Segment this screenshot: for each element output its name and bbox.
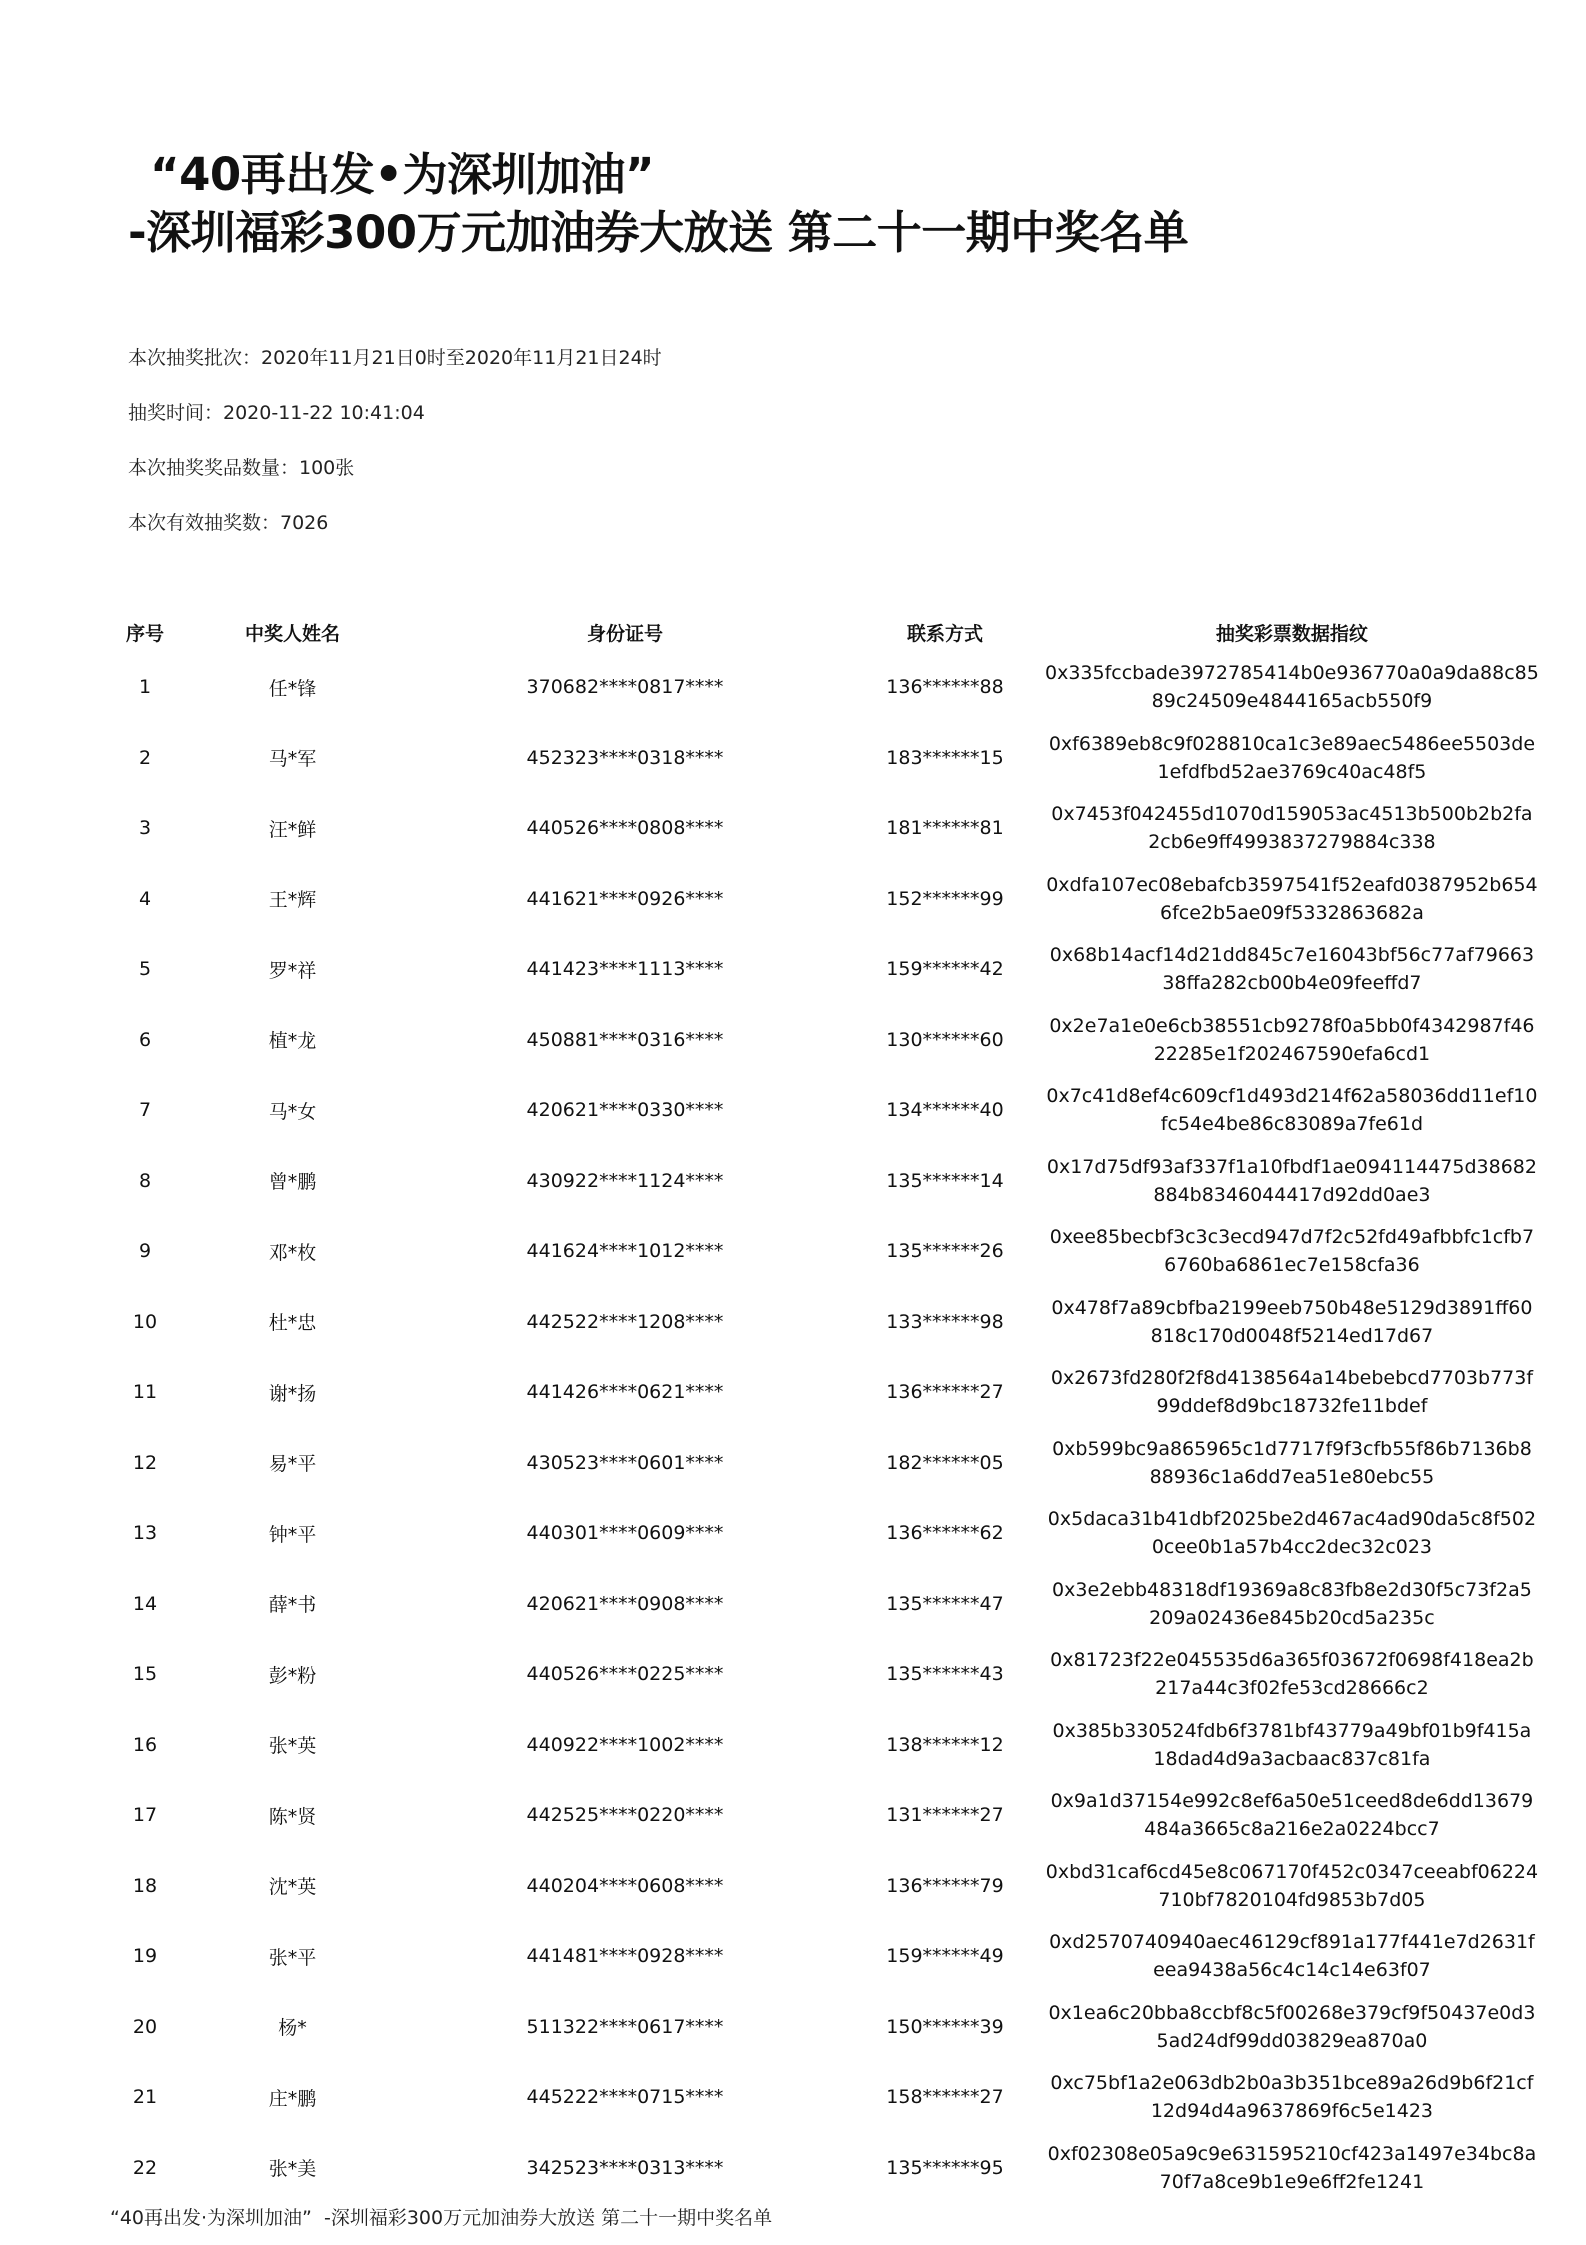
fingerprint-line-2: 710bf7820104fd9853b7d05 bbox=[1158, 1888, 1426, 1911]
id-number-cell: 441624****1012**** bbox=[526, 1240, 724, 1263]
valid-entries: 本次有效抽奖数：7026 bbox=[128, 512, 329, 534]
fingerprint-cell bbox=[1045, 1075, 1539, 1146]
serial-cell: 15 bbox=[132, 1663, 158, 1686]
winner-name-cell: 汪*鲜 bbox=[268, 818, 317, 841]
header-id-number: 身份证号 bbox=[586, 622, 663, 645]
winner-name-cell: 沈*英 bbox=[268, 1876, 317, 1899]
title-line-1: “40再出发•为深圳加油” bbox=[150, 148, 655, 201]
fingerprint-line-1: 0xf6389eb8c9f028810ca1c3e89aec5486ee5503de bbox=[1048, 732, 1536, 755]
winner-name-cell: 王*辉 bbox=[268, 889, 317, 912]
winner-name-cell: 植*龙 bbox=[268, 1030, 317, 1053]
contact-cell: 159******42 bbox=[886, 958, 1004, 981]
contact-cell: 130******60 bbox=[886, 1028, 1004, 1051]
header-fingerprint: 抽奖彩票数据指纹 bbox=[1215, 622, 1368, 645]
fingerprint-line-2: 89c24509e4844165acb550f9 bbox=[1151, 690, 1433, 713]
table-row bbox=[110, 1569, 1539, 1640]
fingerprint-cell bbox=[1045, 1780, 1539, 1851]
fingerprint-line-2: 18dad4d9a3acbaac837c81fa bbox=[1153, 1747, 1431, 1770]
contact-cell: 182******05 bbox=[886, 1451, 1004, 1474]
id-number-cell: 440204****0608**** bbox=[526, 1874, 724, 1897]
winner-name-cell: 邓*枚 bbox=[268, 1241, 317, 1264]
fingerprint-line-2: 5ad24df99dd03829ea870a0 bbox=[1156, 2029, 1428, 2052]
winner-name-cell: 钟*平 bbox=[268, 1523, 317, 1546]
prize-count: 本次抽奖奖品数量：100张 bbox=[128, 457, 355, 479]
id-number-cell: 342523****0313**** bbox=[526, 2156, 724, 2179]
winner-name-cell: 张*英 bbox=[268, 1735, 317, 1758]
id-number-cell: 430922****1124**** bbox=[526, 1169, 724, 1192]
fingerprint-line-1: 0xc75bf1a2e063db2b0a3b351bce89a26d9b6f21cf bbox=[1050, 2072, 1534, 2095]
serial-cell: 12 bbox=[132, 1451, 158, 1474]
serial-cell: 18 bbox=[132, 1874, 158, 1897]
id-number-cell: 420621****0330**** bbox=[526, 1099, 724, 1122]
winner-name-cell: 彭*粉 bbox=[268, 1664, 317, 1687]
id-number-cell: 441423****1113**** bbox=[526, 958, 724, 981]
contact-cell: 135******95 bbox=[886, 2156, 1004, 2179]
table-row bbox=[110, 1216, 1539, 1287]
table-row bbox=[110, 1287, 1539, 1358]
table-row bbox=[110, 1005, 1539, 1076]
page-footer: “40再出发·为深圳加油” -深圳福彩300万元加油券大放送 第二十一期中奖名单 bbox=[110, 2207, 773, 2229]
fingerprint-line-1: 0x335fccbade3972785414b0e936770a0a9da88c85 bbox=[1045, 662, 1539, 685]
fingerprint-line-2: 1efdfbd52ae3769c40ac48f5 bbox=[1157, 760, 1427, 783]
fingerprint-line-1: 0xf02308e05a9c9e631595210cf423a1497e34bc8a bbox=[1047, 2142, 1537, 2165]
fingerprint-line-2: 209a02436e845b20cd5a235c bbox=[1149, 1606, 1435, 1629]
winner-name-cell: 杜*忠 bbox=[268, 1312, 317, 1335]
id-number-cell: 420621****0908**** bbox=[526, 1592, 724, 1615]
serial-cell: 11 bbox=[132, 1381, 158, 1404]
serial-cell: 3 bbox=[138, 817, 152, 840]
winner-name-cell: 任*锋 bbox=[268, 677, 317, 700]
fingerprint-line-1: 0x17d75df93af337f1a10fbdf1ae094114475d38682 bbox=[1046, 1155, 1537, 1178]
page-title bbox=[128, 146, 1188, 262]
id-number-cell: 511322****0617**** bbox=[526, 2015, 724, 2038]
serial-cell: 17 bbox=[132, 1804, 158, 1827]
serial-cell: 22 bbox=[132, 2156, 158, 2179]
header-name: 中奖人姓名 bbox=[244, 622, 340, 645]
fingerprint-cell bbox=[1045, 1146, 1539, 1217]
table-row bbox=[110, 2062, 1539, 2133]
serial-cell: 10 bbox=[132, 1310, 158, 1333]
fingerprint-line-2: 818c170d0048f5214ed17d67 bbox=[1150, 1324, 1434, 1347]
winner-name-cell: 庄*鹏 bbox=[268, 2087, 317, 2110]
fingerprint-line-1: 0xd2570740940aec46129cf891a177f441e7d2631f bbox=[1049, 1931, 1535, 1954]
fingerprint-cell bbox=[1045, 2133, 1539, 2204]
fingerprint-cell bbox=[1045, 1921, 1539, 1992]
fingerprint-line-1: 0xb599bc9a865965c1d7717f9f3cfb55f86b7136b8 bbox=[1052, 1437, 1532, 1460]
id-number-cell: 445222****0715**** bbox=[526, 2086, 724, 2109]
fingerprint-line-1: 0x478f7a89cbfba2199eeb750b48e5129d3891ff60 bbox=[1051, 1296, 1533, 1319]
winner-name-cell: 曾*鹏 bbox=[268, 1171, 317, 1194]
fingerprint-cell bbox=[1045, 864, 1539, 935]
table-row bbox=[110, 1780, 1539, 1851]
table-row bbox=[110, 1992, 1539, 2063]
fingerprint-cell bbox=[1045, 1498, 1539, 1569]
serial-cell: 7 bbox=[138, 1099, 152, 1122]
table-row bbox=[110, 1498, 1539, 1569]
fingerprint-cell bbox=[1045, 934, 1539, 1005]
fingerprint-line-1: 0x7c41d8ef4c609cf1d493d214f62a58036dd11ef10 bbox=[1046, 1085, 1538, 1108]
serial-cell: 9 bbox=[138, 1240, 152, 1263]
id-number-cell: 430523****0601**** bbox=[526, 1451, 724, 1474]
draw-batch: 本次抽奖批次：2020年11月21日0时至2020年11月21日24时 bbox=[128, 347, 662, 369]
serial-cell: 20 bbox=[132, 2015, 158, 2038]
table-row bbox=[110, 864, 1539, 935]
header-contact: 联系方式 bbox=[906, 622, 983, 645]
id-number-cell: 442522****1208**** bbox=[526, 1310, 724, 1333]
contact-cell: 135******47 bbox=[886, 1592, 1004, 1615]
fingerprint-cell bbox=[1045, 1216, 1539, 1287]
contact-cell: 138******12 bbox=[886, 1733, 1004, 1756]
table-row bbox=[110, 793, 1539, 864]
serial-cell: 8 bbox=[138, 1169, 152, 1192]
fingerprint-line-1: 0x2e7a1e0e6cb38551cb9278f0a5bb0f4342987f46 bbox=[1049, 1014, 1535, 1037]
fingerprint-cell bbox=[1045, 2062, 1539, 2133]
id-number-cell: 442525****0220**** bbox=[526, 1804, 724, 1827]
fingerprint-cell bbox=[1045, 1005, 1539, 1076]
table-row bbox=[110, 1075, 1539, 1146]
contact-cell: 152******99 bbox=[886, 887, 1004, 910]
id-number-cell: 441621****0926**** bbox=[526, 887, 724, 910]
fingerprint-line-1: 0x385b330524fdb6f3781bf43779a49bf01b9f415a bbox=[1052, 1719, 1532, 1742]
fingerprint-cell bbox=[1045, 1851, 1539, 1922]
fingerprint-line-2: 6760ba6861ec7e158cfa36 bbox=[1164, 1254, 1420, 1277]
table-row bbox=[110, 1710, 1539, 1781]
fingerprint-line-1: 0x1ea6c20bba8ccbf8c5f00268e379cf9f50437e0d3 bbox=[1048, 2001, 1536, 2024]
table-row bbox=[110, 934, 1539, 1005]
contact-cell: 136******27 bbox=[886, 1381, 1004, 1404]
id-number-cell: 440301****0609**** bbox=[526, 1522, 724, 1545]
contact-cell: 136******79 bbox=[886, 1874, 1004, 1897]
fingerprint-line-1: 0xdfa107ec08ebafcb3597541f52eafd0387952b654 bbox=[1046, 873, 1538, 896]
fingerprint-cell bbox=[1045, 793, 1539, 864]
table-row bbox=[110, 2133, 1539, 2204]
fingerprint-cell bbox=[1045, 1428, 1539, 1499]
id-number-cell: 440526****0225**** bbox=[526, 1663, 724, 1686]
header-serial: 序号 bbox=[125, 622, 164, 645]
fingerprint-line-2: 0cee0b1a57b4cc2dec32c023 bbox=[1151, 1536, 1433, 1559]
winner-name-cell: 易*平 bbox=[268, 1453, 317, 1476]
serial-cell: 1 bbox=[138, 676, 152, 699]
contact-cell: 135******43 bbox=[886, 1663, 1004, 1686]
serial-cell: 5 bbox=[138, 958, 152, 981]
winner-name-cell: 马*女 bbox=[268, 1100, 317, 1123]
winner-name-cell: 杨* bbox=[278, 2017, 307, 2040]
serial-cell: 21 bbox=[132, 2086, 158, 2109]
serial-cell: 6 bbox=[138, 1028, 152, 1051]
fingerprint-cell bbox=[1045, 1992, 1539, 2063]
title-line-2: -深圳福彩300万元加油券大放送 第二十一期中奖名单 bbox=[128, 206, 1189, 259]
table-header-row bbox=[110, 612, 1539, 652]
draw-time: 抽奖时间：2020-11-22 10:41:04 bbox=[128, 402, 425, 424]
table-row bbox=[110, 1428, 1539, 1499]
id-number-cell: 441481****0928**** bbox=[526, 1945, 724, 1968]
fingerprint-cell bbox=[1045, 723, 1539, 794]
fingerprint-line-1: 0xbd31caf6cd45e8c067170f452c0347ceeabf06224 bbox=[1045, 1860, 1539, 1883]
winner-name-cell: 马*军 bbox=[268, 748, 317, 771]
serial-cell: 13 bbox=[132, 1522, 158, 1545]
fingerprint-line-1: 0x3e2ebb48318df19369a8c83fb8e2d30f5c73f2a5 bbox=[1052, 1578, 1532, 1601]
contact-cell: 131******27 bbox=[886, 1804, 1004, 1827]
fingerprint-line-1: 0x9a1d37154e992c8ef6a50e51ceed8de6dd13679 bbox=[1050, 1790, 1534, 1813]
fingerprint-line-2: 217a44c3f02fe53cd28666c2 bbox=[1155, 1677, 1429, 1700]
id-number-cell: 440526****0808**** bbox=[526, 817, 724, 840]
contact-cell: 183******15 bbox=[886, 746, 1004, 769]
winner-name-cell: 薛*书 bbox=[268, 1594, 317, 1617]
fingerprint-line-2: fc54e4be86c83089a7fe61d bbox=[1160, 1113, 1424, 1136]
winners-table bbox=[110, 612, 1539, 2203]
contact-cell: 150******39 bbox=[886, 2015, 1004, 2038]
fingerprint-line-2: 6fce2b5ae09f5332863682a bbox=[1159, 901, 1424, 924]
table-row bbox=[110, 652, 1539, 723]
fingerprint-cell bbox=[1045, 1639, 1539, 1710]
fingerprint-line-2: 2cb6e9ff4993837279884c338 bbox=[1148, 831, 1436, 854]
winner-name-cell: 张*美 bbox=[268, 2158, 317, 2181]
fingerprint-line-1: 0x68b14acf14d21dd845c7e16043bf56c77af79663 bbox=[1049, 944, 1535, 967]
contact-cell: 158******27 bbox=[886, 2086, 1004, 2109]
contact-cell: 136******88 bbox=[886, 676, 1004, 699]
fingerprint-cell bbox=[1045, 1287, 1539, 1358]
fingerprint-line-1: 0x5daca31b41dbf2025be2d467ac4ad90da5c8f502 bbox=[1047, 1508, 1537, 1531]
fingerprint-line-2: 484a3665c8a216e2a0224bcc7 bbox=[1144, 1818, 1440, 1841]
table-row bbox=[110, 723, 1539, 794]
id-number-cell: 441426****0621**** bbox=[526, 1381, 724, 1404]
winner-name-cell: 陈*贤 bbox=[268, 1805, 317, 1828]
contact-cell: 133******98 bbox=[886, 1310, 1004, 1333]
fingerprint-line-2: 99ddef8d9bc18732fe11bdef bbox=[1156, 1395, 1428, 1418]
serial-cell: 14 bbox=[132, 1592, 158, 1615]
winner-name-cell: 谢*扬 bbox=[268, 1382, 317, 1405]
fingerprint-line-1: 0xee85becbf3c3c3ecd947d7f2c52fd49afbbfc1cfb7 bbox=[1049, 1226, 1535, 1249]
contact-cell: 159******49 bbox=[886, 1945, 1004, 1968]
table-row bbox=[110, 1357, 1539, 1428]
winner-name-cell: 张*平 bbox=[268, 1946, 317, 1969]
fingerprint-cell bbox=[1045, 1357, 1539, 1428]
fingerprint-line-2: 38ffa282cb00b4e09feeffd7 bbox=[1162, 972, 1422, 995]
contact-cell: 135******14 bbox=[886, 1169, 1004, 1192]
serial-cell: 19 bbox=[132, 1945, 158, 1968]
serial-cell: 2 bbox=[138, 746, 152, 769]
fingerprint-cell bbox=[1045, 1569, 1539, 1640]
fingerprint-cell bbox=[1045, 1710, 1539, 1781]
table-row bbox=[110, 1639, 1539, 1710]
fingerprint-line-1: 0x7453f042455d1070d159053ac4513b500b2b2fa bbox=[1051, 803, 1533, 826]
id-number-cell: 370682****0817**** bbox=[526, 676, 724, 699]
fingerprint-line-2: 88936c1a6dd7ea51e80ebc55 bbox=[1149, 1465, 1435, 1488]
fingerprint-line-2: 884b8346044417d92dd0ae3 bbox=[1153, 1183, 1431, 1206]
table-row bbox=[110, 1146, 1539, 1217]
contact-cell: 136******62 bbox=[886, 1522, 1004, 1545]
serial-cell: 16 bbox=[132, 1733, 158, 1756]
contact-cell: 135******26 bbox=[886, 1240, 1004, 1263]
fingerprint-line-1: 0x81723f22e045535d6a365f03672f0698f418ea2b bbox=[1050, 1649, 1534, 1672]
table-row bbox=[110, 1851, 1539, 1922]
table-row bbox=[110, 1921, 1539, 1992]
id-number-cell: 452323****0318**** bbox=[526, 746, 724, 769]
id-number-cell: 450881****0316**** bbox=[526, 1028, 724, 1051]
fingerprint-line-2: 12d94d4a9637869f6c5e1423 bbox=[1150, 2100, 1434, 2123]
contact-cell: 134******40 bbox=[886, 1099, 1004, 1122]
id-number-cell: 440922****1002**** bbox=[526, 1733, 724, 1756]
contact-cell: 181******81 bbox=[886, 817, 1004, 840]
serial-cell: 4 bbox=[138, 887, 152, 910]
fingerprint-line-2: eea9438a56c4c14c14e63f07 bbox=[1153, 1959, 1431, 1982]
winner-name-cell: 罗*祥 bbox=[268, 959, 317, 982]
fingerprint-line-2: 70f7a8ce9b1e9e6ff2fe1241 bbox=[1159, 2170, 1425, 2193]
fingerprint-line-2: 22285e1f202467590efa6cd1 bbox=[1153, 1042, 1431, 1065]
fingerprint-cell bbox=[1045, 652, 1539, 723]
fingerprint-line-1: 0x2673fd280f2f8d4138564a14bebebcd7703b773f bbox=[1050, 1367, 1534, 1390]
